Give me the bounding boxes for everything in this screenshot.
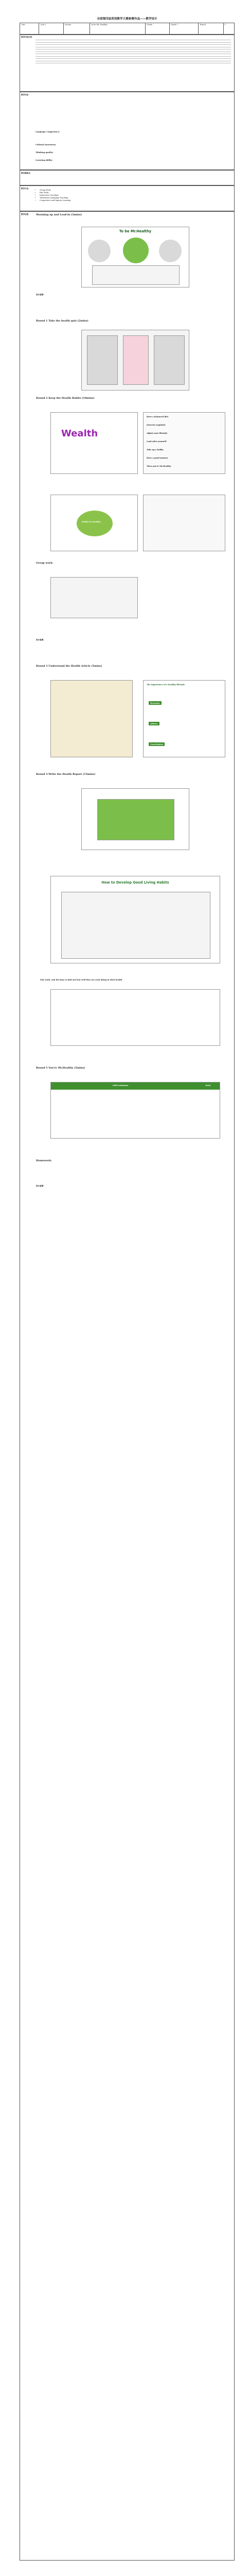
lesson-info-table bbox=[20, 23, 235, 35]
slogan-4: Take up a hobby bbox=[147, 449, 164, 451]
warmup-slide bbox=[81, 227, 189, 287]
slogan-0: Have a balanced diet bbox=[147, 416, 169, 418]
info-value-period: 1 bbox=[223, 23, 234, 35]
round3-article-slide bbox=[50, 680, 133, 757]
round2-bubble-slide bbox=[50, 495, 138, 551]
pair-work-text: Pair work: Ask the boys to find out how well they are each doing in their health bbox=[40, 979, 122, 981]
page-title: 全国第四届英语教学大赛参赛作品——教学设计 bbox=[97, 18, 157, 21]
slogan-3: Look after yourself bbox=[147, 440, 167, 443]
structure-card-title: The importance of a healthy lifestyle bbox=[147, 684, 185, 686]
round4-heading: Round 4 Write the Health Report (15mins) bbox=[36, 773, 96, 776]
group-work-design-note: 设计意图： bbox=[36, 639, 45, 641]
methods-list bbox=[35, 189, 70, 202]
warmup-heading: Warming up and Lead-in (3mins) bbox=[36, 213, 82, 216]
slogan-5: Have a good manner bbox=[147, 457, 168, 459]
method-item: • Pair Work bbox=[40, 192, 70, 194]
slogan-6: Then you're Mr.Healthy bbox=[147, 465, 171, 467]
analysis-label: 教学内容分析 bbox=[21, 36, 32, 38]
structure-conclusion: Conclusion bbox=[149, 742, 165, 746]
eval-table-col: Total bbox=[205, 1084, 211, 1087]
structure-reasons: Reasons bbox=[149, 701, 162, 705]
objective-thinking: Thinking quality: bbox=[35, 151, 53, 154]
info-label-lesson: Lesson bbox=[63, 23, 90, 35]
objectives-label: 教学目标 bbox=[21, 94, 29, 96]
info-value-lesson: To be Mr. Healthy bbox=[90, 23, 145, 35]
round4-diagram-slide bbox=[81, 788, 189, 850]
focus-section bbox=[20, 170, 235, 185]
round3-structure-card bbox=[143, 680, 225, 757]
round4-report-slide bbox=[50, 876, 220, 963]
method-item: • Interactive Teaching bbox=[40, 194, 70, 197]
round2-photo-slide bbox=[143, 495, 225, 551]
analysis-section bbox=[20, 34, 235, 92]
objective-learning: Learning ability: bbox=[35, 159, 53, 161]
procedure-label: 教学过程 bbox=[21, 213, 29, 215]
round2-slogan-slide bbox=[143, 412, 225, 474]
bubble-title: Habits for healthy bbox=[82, 521, 101, 523]
slogan-1: Exercise regularly bbox=[147, 424, 166, 426]
group-work-heading: Group work: bbox=[36, 562, 53, 565]
info-value-unit: Unit 2 bbox=[39, 23, 63, 35]
focus-label: 教学重难点 bbox=[21, 172, 30, 174]
round2-heading: Round 2 Keep the Health Habits (10mins) bbox=[36, 397, 95, 400]
info-label-grade: Grade bbox=[146, 23, 170, 35]
info-label-unit: Unit bbox=[20, 23, 39, 35]
structure-advice: Advice bbox=[149, 722, 159, 725]
round1-slide bbox=[81, 330, 189, 391]
objectives-section bbox=[20, 92, 235, 170]
round1-heading: Round 1 Take the health quiz (2mins) bbox=[36, 319, 88, 323]
method-item: • Cooperative and Inquiry Learning bbox=[40, 199, 70, 202]
warmup-design-note: 设计意图： bbox=[36, 294, 45, 296]
round5-heading: Round 5 You're Mr.Healthy (5mins) bbox=[36, 1066, 85, 1070]
methods-section bbox=[20, 185, 235, 211]
method-item: • Task-based Language Teaching bbox=[40, 197, 70, 199]
round4-slide-title: How to Develop Good Living Habits bbox=[101, 880, 169, 885]
method-item: • Group Work bbox=[40, 189, 70, 192]
homework-design-note: 设计意图： bbox=[36, 1185, 45, 1187]
info-label-period: Period bbox=[199, 23, 223, 35]
homework-heading: Homework: bbox=[36, 1159, 52, 1162]
objective-language: Language Competence: bbox=[35, 131, 60, 133]
pair-work-table bbox=[50, 989, 220, 1046]
group-work-slide bbox=[50, 577, 138, 618]
methods-label: 教学方法 bbox=[21, 188, 29, 190]
round2-wheel-slide bbox=[50, 412, 138, 474]
eval-table-title: Self-evaluation bbox=[113, 1084, 129, 1087]
objective-cultural: Cultural awareness: bbox=[35, 144, 57, 146]
warmup-slide-title: To be Mr.Healthy bbox=[119, 229, 152, 233]
round3-heading: Round 3 Understand the Health Article (5mins) bbox=[36, 665, 102, 668]
slogan-2: Adjust your lifestyle bbox=[147, 432, 168, 434]
wheel-label: Wealth bbox=[61, 428, 98, 439]
info-value-grade: Grade 7 bbox=[169, 23, 199, 35]
round5-eval-table bbox=[50, 1082, 220, 1139]
